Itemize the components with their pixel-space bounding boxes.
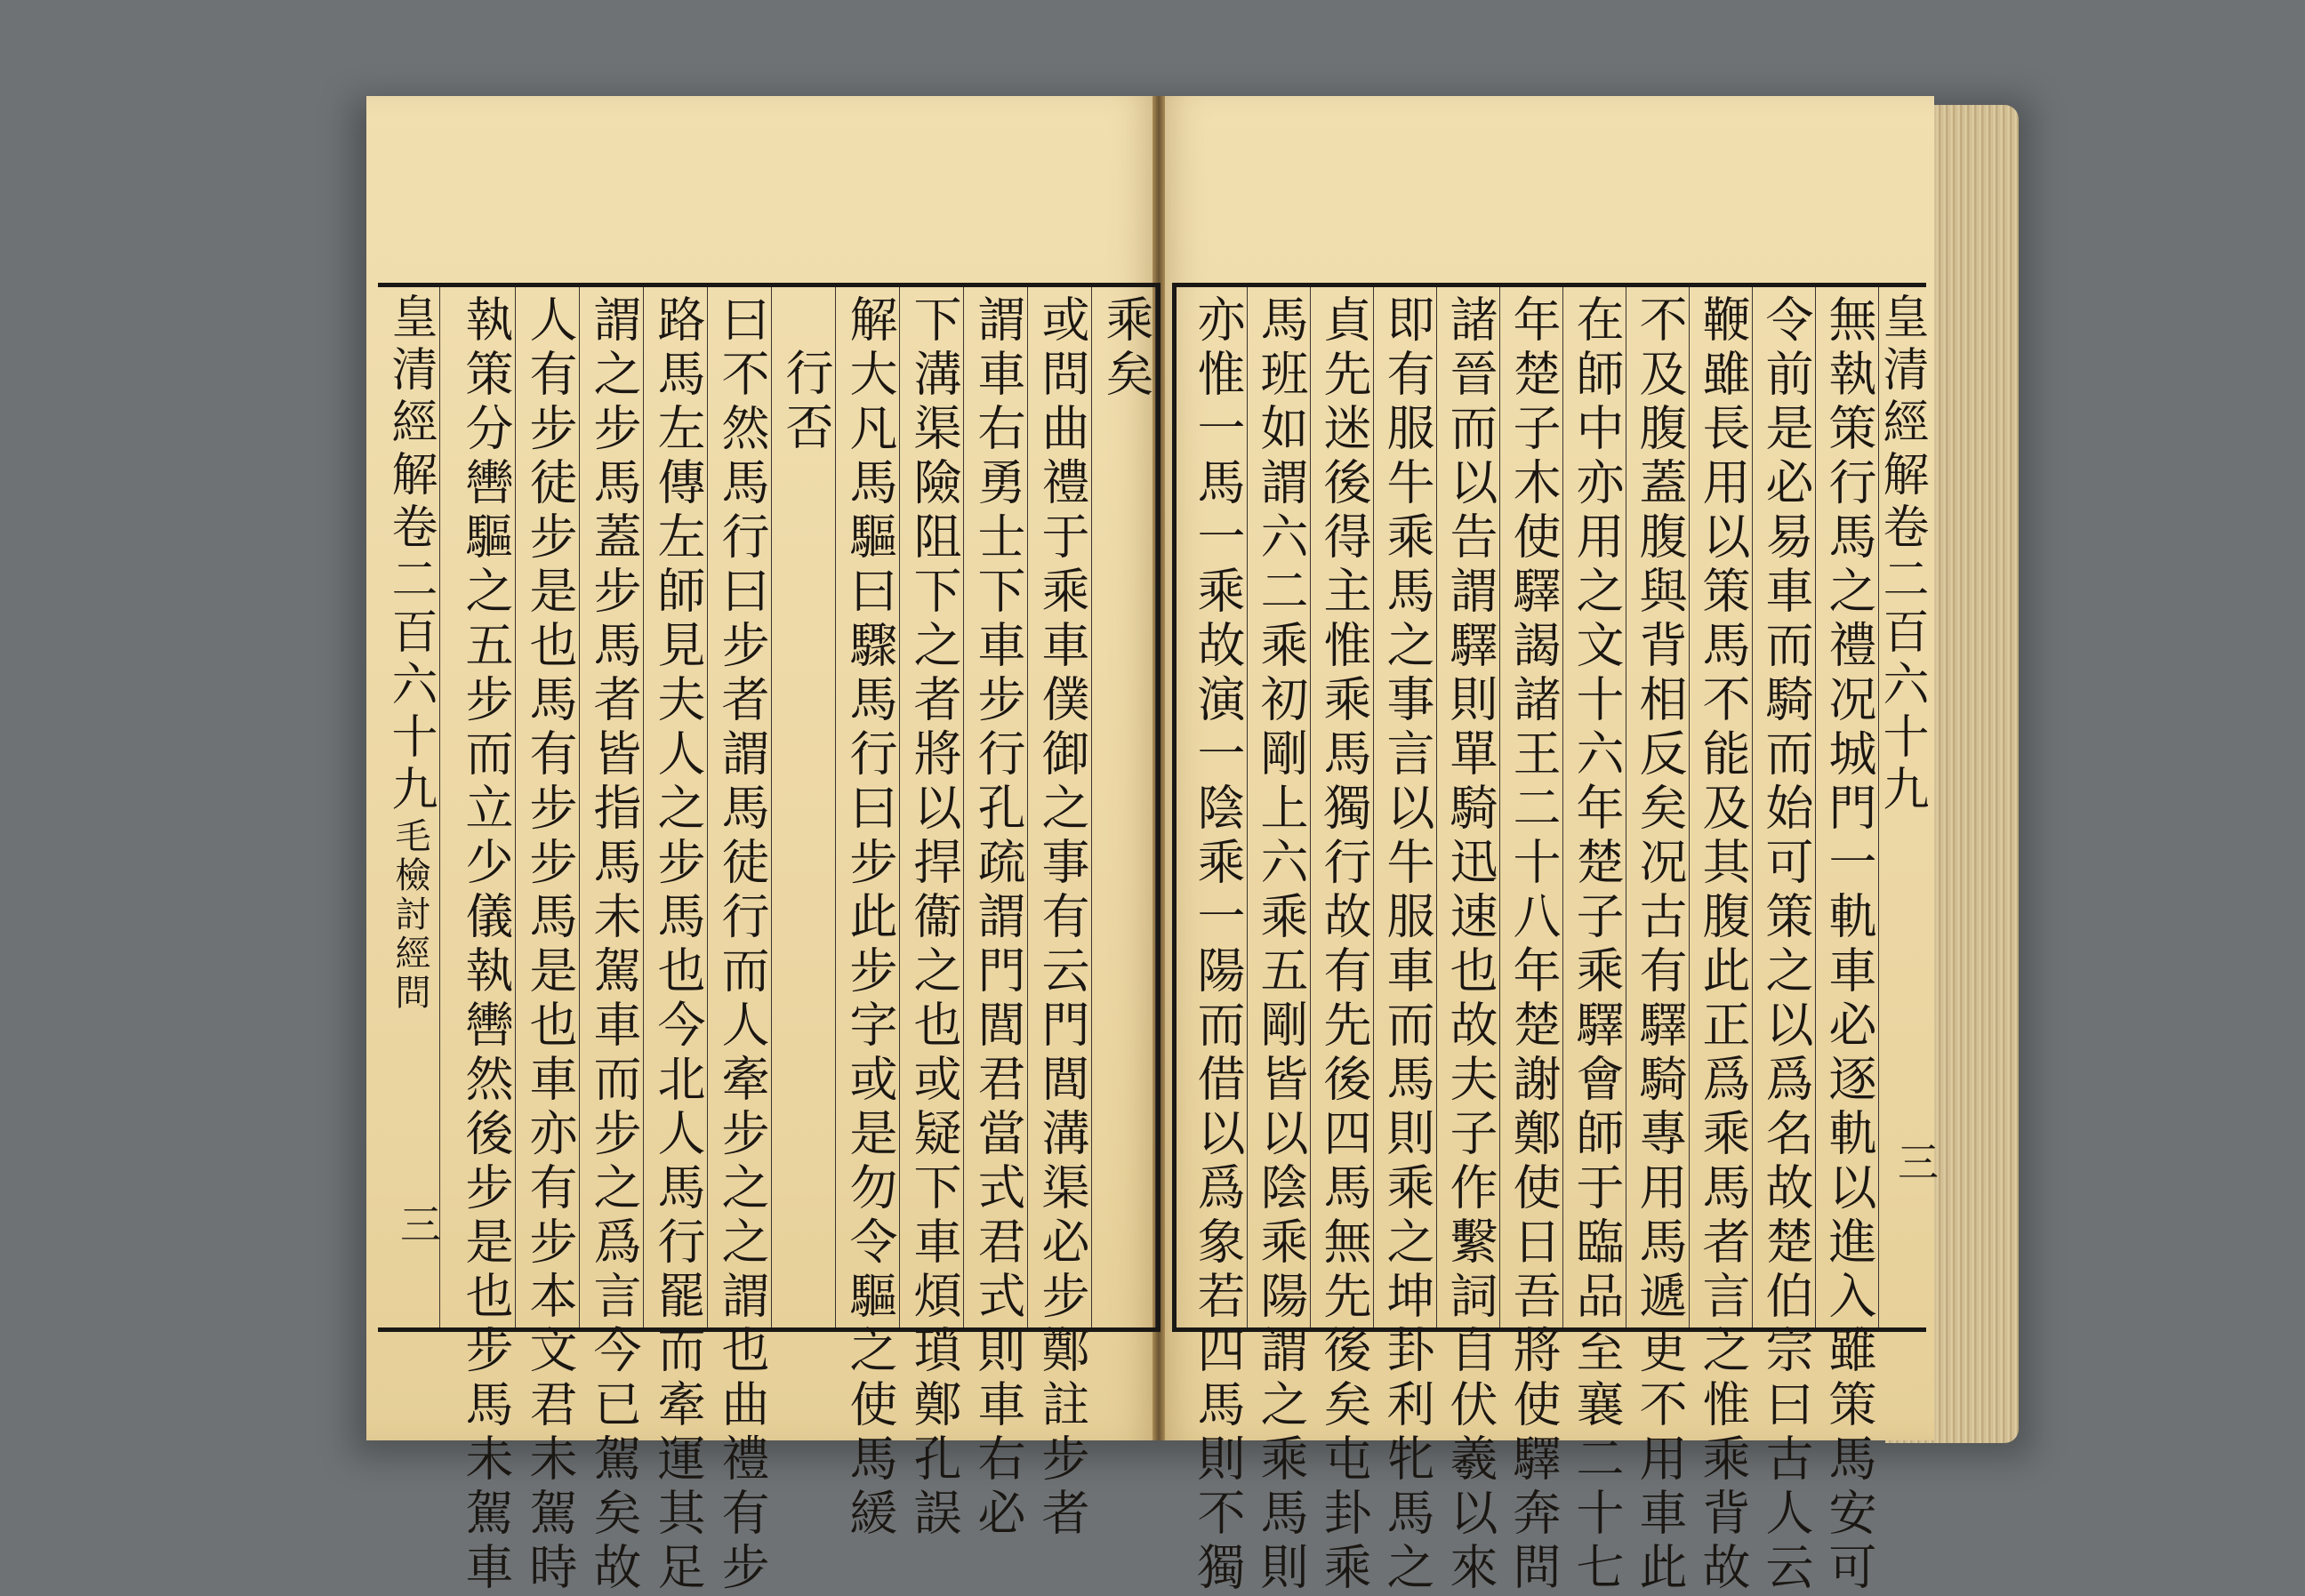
left-text-column — [452, 287, 516, 1596]
left-text-column — [900, 287, 964, 1542]
left-column-text: 曰不然馬行曰步者謂馬徒行而人牽步之之謂也曲禮有步 — [714, 294, 770, 1596]
right-column-text: 貞先迷後得主惟乘馬獨行故有先後四馬無先後矣屯卦乘 — [1316, 294, 1372, 1596]
left-text-column — [708, 287, 772, 1596]
left-column-text: 或問曲禮于乘車僕御之事有云門閭溝渠必步鄭註步者 — [1034, 294, 1090, 1542]
left-column-text: 人有步徒步是也馬有步步馬是也車亦有步本文君未駕時 — [522, 294, 578, 1596]
right-text-column — [1248, 287, 1311, 1596]
left-volume-label: 卷二百六十九 — [383, 502, 437, 817]
right-text-column — [1626, 287, 1690, 1596]
left-column-text: 乘矣 — [1098, 294, 1154, 403]
left-subtitle: 毛檢討經問 — [390, 817, 430, 1013]
left-column-text: 解大凡馬驅曰驟馬行曰步此步字或是勿令驅之使馬緩 — [842, 294, 898, 1542]
right-column-text: 無執策行馬之禮况城門一軌車必逐軌以進入雖策馬安可 — [1821, 294, 1877, 1596]
left-text-column — [1092, 287, 1156, 1327]
right-text-column — [1311, 287, 1374, 1596]
right-column-text: 馬班如謂六二乘初剛上六乘五剛皆以陰乘陽謂之乘馬則 — [1253, 294, 1309, 1596]
right-folio: 三 — [1891, 1141, 1940, 1182]
left-text-column — [772, 287, 836, 1327]
right-header-title: 皇清經解 — [1875, 293, 1928, 502]
left-column-text: 謂之步馬蓋步馬者皆指馬未駕車而步之爲言今已駕矣故 — [586, 294, 642, 1596]
left-text-column — [836, 287, 900, 1542]
right-text-column — [1753, 287, 1816, 1596]
left-text-column — [516, 287, 580, 1596]
right-text-column — [1437, 287, 1500, 1596]
right-text-column — [1690, 287, 1753, 1596]
right-text-column — [1500, 287, 1563, 1596]
left-column-text: 行否 — [778, 348, 834, 456]
left-text-frame — [378, 283, 1161, 1596]
right-column-text: 在師中亦用之文十六年楚子乘驛會師于臨品至襄二十七 — [1569, 294, 1625, 1596]
left-column-text: 謂車右勇士下車步行孔疏謂門閭君當式君式則車右必 — [970, 294, 1026, 1542]
right-column-text: 不及腹蓋腹與背相反矣况古有驛騎專用馬遞更不用車此 — [1632, 294, 1688, 1596]
right-column-text: 鞭雖長用以策馬不能及其腹此正爲乘馬者言之惟乘背故 — [1695, 294, 1751, 1596]
right-text-frame — [1172, 283, 1940, 1596]
left-folio: 三 — [394, 1203, 442, 1244]
right-text-column — [1374, 287, 1437, 1596]
right-volume-label: 卷二百六十九 — [1875, 502, 1928, 817]
left-column-text: 下溝渠險阻下之者將以捍衞之也或疑下車煩瑣鄭孔誤 — [906, 294, 962, 1542]
right-text-column — [1185, 287, 1248, 1596]
left-text-column — [644, 287, 708, 1596]
right-column-text: 亦惟一馬一乘故演一陰乘一陽而借以爲象若四馬則不獨 — [1190, 294, 1246, 1596]
left-text-column — [1028, 287, 1092, 1542]
left-column-text: 路馬左傳左師見夫人之步馬也今北人馬行罷而牽運其足 — [650, 294, 706, 1596]
right-column-text: 諸晉而以告謂驛則單騎迅速也故夫子作繫詞自伏羲以來 — [1442, 294, 1498, 1596]
right-text-column — [1816, 287, 1879, 1596]
left-column-text: 執策分轡驅之五步而立少儀執轡然後步是也步馬未駕車 — [458, 294, 514, 1596]
right-title-column — [1875, 287, 1940, 1327]
right-column-text: 年楚子木使驛謁諸王二十八年楚謝鄭使日吾將使驛奔問 — [1506, 294, 1562, 1596]
right-column-text: 令前是必易車而騎而始可策之以爲名故楚伯宗曰古人云 — [1758, 294, 1814, 1596]
right-column-text: 即有服牛乘馬之事言以牛服車而馬則乘之坤卦利牝馬之 — [1379, 294, 1435, 1596]
left-header-title: 皇清經解 — [383, 293, 437, 502]
right-text-column — [1563, 287, 1626, 1596]
left-text-column — [580, 287, 644, 1596]
left-title-column — [378, 287, 440, 1327]
left-text-column — [964, 287, 1028, 1542]
